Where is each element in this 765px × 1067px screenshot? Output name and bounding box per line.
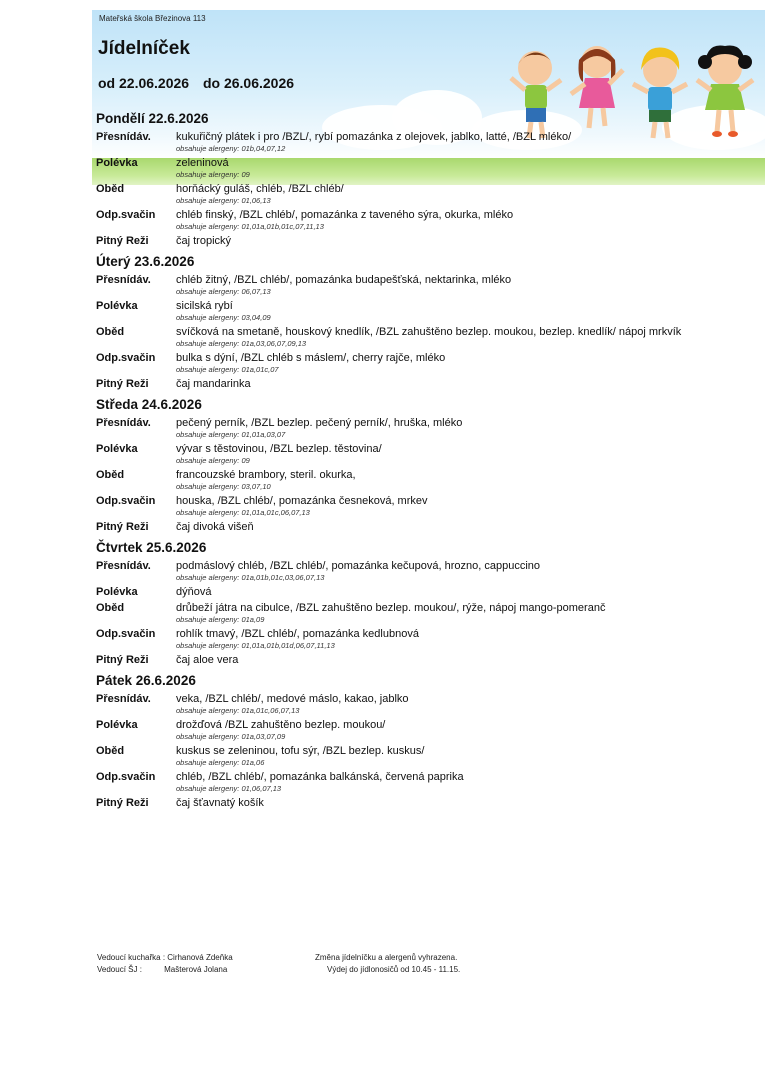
- meal-row: [96, 601, 765, 624]
- meal-text: svíčková na smetaně, houskový knedlík, /BZL zahuštěno bezlep. moukou, bezlep. knedlík/ nápoj mrkvík: [176, 326, 682, 338]
- meal-details: [176, 325, 681, 348]
- day-title: Středa 24.6.2026: [96, 397, 202, 412]
- meal-label: Odp.svačin: [96, 771, 156, 783]
- meal-row: [96, 234, 765, 248]
- footer-note-changes: Změna jídelníčku a alergenů vyhrazena.: [315, 953, 458, 962]
- day-section: [96, 670, 765, 810]
- meal-label: Odp.svačin: [96, 495, 156, 507]
- day-section: [96, 394, 765, 534]
- meal-allergens: obsahuje alergeny: 01a,01b,01c,03,06,07,13: [176, 573, 325, 582]
- meal-allergens: obsahuje alergeny: 03,07,10: [176, 482, 271, 491]
- meal-label: Přesnídáv.: [96, 131, 151, 143]
- meal-row: [96, 653, 765, 667]
- school-name: Mateřská škola Březinova 113: [99, 14, 206, 23]
- meal-allergens: obsahuje alergeny: 09: [176, 456, 250, 465]
- footer-note-pickup: Výdej do jídlonosičů od 10.45 - 11.15.: [327, 965, 461, 974]
- meal-details: [176, 559, 540, 582]
- meal-label: Oběd: [96, 602, 125, 614]
- meal-details: [176, 692, 409, 715]
- meal-allergens: obsahuje alergeny: 06,07,13: [176, 287, 271, 296]
- meal-label: Odp.svačin: [96, 209, 156, 221]
- meal-row: [96, 494, 765, 517]
- meal-label: Přesnídáv.: [96, 274, 151, 286]
- meal-row: [96, 770, 765, 793]
- meal-row: [96, 520, 765, 534]
- meal-details: [176, 718, 385, 741]
- meal-text: čaj divoká višeň: [176, 521, 254, 533]
- meal-allergens: obsahuje alergeny: 01,01a,01b,01c,07,11,13: [176, 222, 324, 231]
- meal-allergens: obsahuje alergeny: 01a,01c,07: [176, 365, 279, 374]
- meal-allergens: obsahuje alergeny: 01a,03,07,09: [176, 732, 286, 741]
- meal-text: chléb žitný, /BZL chléb/, pomazánka budapešťská, nektarinka, mléko: [176, 274, 512, 286]
- meal-allergens: obsahuje alergeny: 01,06,13: [176, 196, 271, 205]
- meal-text: čaj aloe vera: [176, 654, 239, 666]
- meal-allergens: obsahuje alergeny: 01,01a,01b,01d,06,07,11,13: [176, 641, 335, 650]
- meal-label: Pitný Reži: [96, 654, 149, 666]
- meal-row: [96, 182, 765, 205]
- meal-text: podmáslový chléb, /BZL chléb/, pomazánka kečupová, hrozno, cappuccino: [176, 560, 541, 572]
- meal-text: kuskus se zeleninou, tofu sýr, /BZL bezlep. kuskus/: [176, 745, 425, 757]
- meal-text: čaj mandarinka: [176, 378, 251, 390]
- meal-row: [96, 796, 765, 810]
- meal-row: [96, 351, 765, 374]
- meal-text: chléb, /BZL chléb/, pomazánka balkánská, červená paprika: [176, 771, 464, 783]
- meal-text: kukuřičný plátek i pro /BZL/, rybí pomazánka z olejovek, jablko, latté, /BZL mléko/: [176, 131, 572, 143]
- day-title: Pátek 26.6.2026: [96, 673, 196, 688]
- meal-text: chléb finský, /BZL chléb/, pomazánka z taveného sýra, okurka, mléko: [176, 209, 514, 221]
- menu-period: [98, 75, 304, 91]
- meal-label: Odp.svačin: [96, 628, 156, 640]
- meal-text: drožďová /BZL zahuštěno bezlep. moukou/: [176, 719, 386, 731]
- meal-allergens: obsahuje alergeny: 01a,09: [176, 615, 265, 624]
- meal-details: [176, 468, 356, 491]
- meal-row: [96, 416, 765, 439]
- meal-row: [96, 299, 765, 322]
- meal-row: [96, 718, 765, 741]
- menu-days: [96, 108, 765, 813]
- meal-row: [96, 692, 765, 715]
- meal-label: Pitný Reži: [96, 378, 149, 390]
- day-section: [96, 108, 765, 248]
- meal-details: [176, 601, 605, 624]
- meal-details: [176, 442, 382, 465]
- footer-head-cook: Vedoucí kuchařka : Cirhanová Zdeňka: [97, 953, 233, 962]
- meal-label: Polévka: [96, 157, 138, 169]
- meal-details: [176, 653, 238, 667]
- meal-row: [96, 325, 765, 348]
- meal-allergens: obsahuje alergeny: 01a,01c,06,07,13: [176, 706, 300, 715]
- meal-label: Přesnídáv.: [96, 560, 151, 572]
- meal-text: houska, /BZL chléb/, pomazánka česneková, mrkev: [176, 495, 428, 507]
- meal-row: [96, 468, 765, 491]
- meal-row: [96, 744, 765, 767]
- meal-label: Oběd: [96, 745, 125, 757]
- meal-allergens: obsahuje alergeny: 01,06,07,13: [176, 784, 282, 793]
- day-title: Čtvrtek 25.6.2026: [96, 540, 207, 555]
- period-from: od 22.06.2026: [98, 75, 190, 91]
- meal-details: [176, 796, 264, 810]
- meal-details: [176, 156, 250, 179]
- meal-details: [176, 585, 211, 599]
- meal-label: Přesnídáv.: [96, 693, 151, 705]
- meal-text: sicilská rybí: [176, 300, 233, 312]
- meal-row: [96, 377, 765, 391]
- meal-label: Polévka: [96, 443, 138, 455]
- meal-allergens: obsahuje alergeny: 01a,06: [176, 758, 265, 767]
- meal-text: bulka s dýní, /BZL chléb s máslem/, cherry rajče, mléko: [176, 352, 446, 364]
- meal-label: Oběd: [96, 326, 125, 338]
- meal-label: Oběd: [96, 183, 125, 195]
- meal-allergens: obsahuje alergeny: 01,01a,01c,06,07,13: [176, 508, 310, 517]
- meal-row: [96, 130, 765, 153]
- meal-details: [176, 182, 344, 205]
- meal-label: Pitný Reži: [96, 521, 149, 533]
- meal-row: [96, 442, 765, 465]
- meal-text: francouzské brambory, steril. okurka,: [176, 469, 356, 481]
- meal-details: [176, 627, 419, 650]
- meal-text: čaj tropický: [176, 235, 232, 247]
- meal-allergens: obsahuje alergeny: 01b,04,07,12: [176, 144, 286, 153]
- meal-text: rohlík tmavý, /BZL chléb/, pomazánka kedlubnová: [176, 628, 419, 640]
- meal-allergens: obsahuje alergeny: 01,01a,03,07: [176, 430, 286, 439]
- meal-details: [176, 416, 462, 439]
- page-title: Jídelníček: [98, 38, 190, 59]
- meal-details: [176, 744, 424, 767]
- meal-details: [176, 234, 231, 248]
- meal-row: [96, 208, 765, 231]
- meal-text: drůbeží játra na cibulce, /BZL zahuštěno bezlep. moukou/, rýže, nápoj mango-pomeranč: [176, 602, 606, 614]
- meal-details: [176, 494, 428, 517]
- meal-details: [176, 299, 271, 322]
- meal-text: veka, /BZL chléb/, medové máslo, kakao, jablko: [176, 693, 409, 705]
- footer: [97, 952, 460, 976]
- day-title: Úterý 23.6.2026: [96, 254, 195, 269]
- meal-row: [96, 627, 765, 650]
- meal-text: vývar s těstovinou, /BZL bezlep. těstovina/: [176, 443, 382, 455]
- meal-label: Pitný Reži: [96, 235, 149, 247]
- meal-label: Odp.svačin: [96, 352, 156, 364]
- meal-allergens: obsahuje alergeny: 01a,03,06,07,09,13: [176, 339, 307, 348]
- period-to: do 26.06.2026: [202, 75, 295, 91]
- meal-text: pečený perník, /BZL bezlep. pečený perník/, hruška, mléko: [176, 417, 463, 429]
- meal-text: čaj šťavnatý košík: [176, 797, 264, 809]
- meal-row: [96, 273, 765, 296]
- meal-row: [96, 585, 765, 599]
- meal-row: [96, 156, 765, 179]
- footer-head-sj: Vedoucí ŠJ : Mašterová Jolana: [97, 965, 228, 974]
- meal-allergens: obsahuje alergeny: 09: [176, 170, 250, 179]
- meal-details: [176, 208, 513, 231]
- meal-text: zeleninová: [176, 157, 229, 169]
- day-section: [96, 251, 765, 391]
- day-section: [96, 537, 765, 667]
- meal-label: Polévka: [96, 300, 138, 312]
- meal-details: [176, 770, 464, 793]
- meal-allergens: obsahuje alergeny: 03,04,09: [176, 313, 271, 322]
- day-title: Pondělí 22.6.2026: [96, 111, 209, 126]
- meal-label: Polévka: [96, 719, 138, 731]
- meal-details: [176, 273, 511, 296]
- meal-label: Přesnídáv.: [96, 417, 151, 429]
- meal-text: horňácký guláš, chléb, /BZL chléb/: [176, 183, 344, 195]
- meal-details: [176, 520, 254, 534]
- meal-details: [176, 377, 251, 391]
- meal-label: Pitný Reži: [96, 797, 149, 809]
- meal-details: [176, 130, 571, 153]
- meal-text: dýňová: [176, 586, 212, 598]
- meal-label: Oběd: [96, 469, 125, 481]
- meal-row: [96, 559, 765, 582]
- meal-details: [176, 351, 445, 374]
- meal-label: Polévka: [96, 586, 138, 598]
